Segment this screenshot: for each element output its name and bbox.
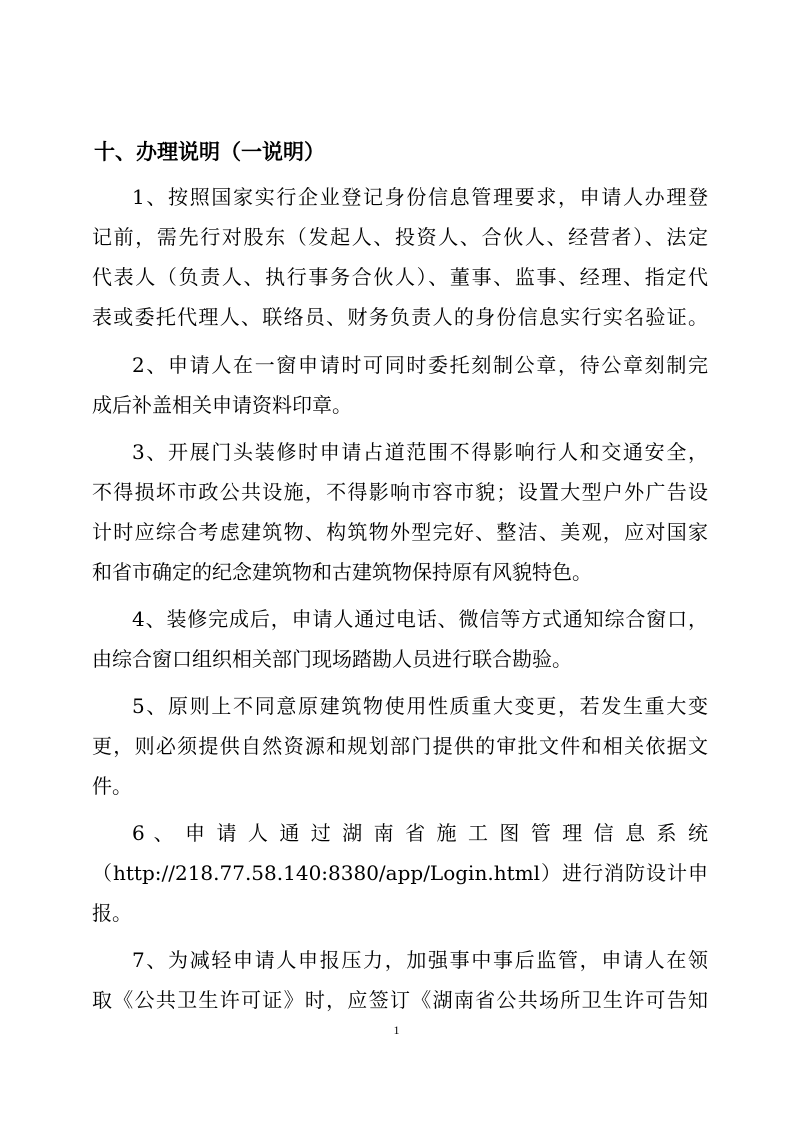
paragraph-4-line-1: 4、装修完成后，申请人通过电话、微信等方式通知综合窗口， xyxy=(132,607,708,631)
paragraph-6-line-2: （http://218.77.58.140:8380/app/Login.html）进行消防设计申 xyxy=(92,861,708,885)
paragraph-3-line-1: 3、开展门头装修时申请占道范围不得影响行人和交通安全， xyxy=(132,440,708,464)
paragraph-2-line-2: 成后补盖相关申请资料印章。 xyxy=(92,393,352,417)
paragraph-2-line-1: 2、申请人在一窗申请时可同时委托刻制公章，待公章刻制完 xyxy=(132,353,708,377)
paragraph-6-line-3: 报。 xyxy=(92,901,132,925)
section-heading: 十、办理说明（一说明） xyxy=(94,140,325,164)
page-number: 1 xyxy=(393,1023,400,1037)
paragraph-3-line-4: 和省市确定的纪念建筑物和古建筑物保持原有风貌特色。 xyxy=(92,560,592,584)
paragraph-7-line-1: 7、为减轻申请人申报压力，加强事中事后监管，申请人在领 xyxy=(132,948,708,972)
paragraph-5-line-1: 5、原则上不同意原建筑物使用性质重大变更，若发生重大变 xyxy=(132,694,708,718)
paragraph-4-line-2: 由综合窗口组织相关部门现场踏勘人员进行联合勘验。 xyxy=(92,647,572,671)
paragraph-1-line-3: 代表人（负责人、执行事务合伙人）、董事、监事、经理、指定代 xyxy=(92,265,708,289)
paragraph-1-line-4: 表或委托代理人、联络员、财务负责人的身份信息实行实名验证。 xyxy=(92,305,708,329)
paragraph-1-line-2: 记前，需先行对股东（发起人、投资人、合伙人、经营者）、法定 xyxy=(92,225,708,249)
paragraph-5-line-2: 更，则必须提供自然资源和规划部门提供的审批文件和相关依据文 xyxy=(92,734,708,758)
paragraph-1-line-1: 1、按照国家实行企业登记身份信息管理要求，申请人办理登 xyxy=(132,185,708,209)
paragraph-7-line-2: 取《公共卫生许可证》时，应签订《湖南省公共场所卫生许可告知 xyxy=(92,988,708,1012)
paragraph-3-line-3: 计时应综合考虑建筑物、构筑物外型完好、整洁、美观，应对国家 xyxy=(92,520,708,544)
paragraph-5-line-3: 件。 xyxy=(92,774,132,798)
paragraph-6-line-1: 6 、 申 请 人 通 过 湖 南 省 施 工 图 管 理 信 息 系 统 xyxy=(132,821,708,845)
paragraph-3-line-2: 不得损坏市政公共设施，不得影响市容市貌；设置大型户外广告设 xyxy=(92,480,708,504)
